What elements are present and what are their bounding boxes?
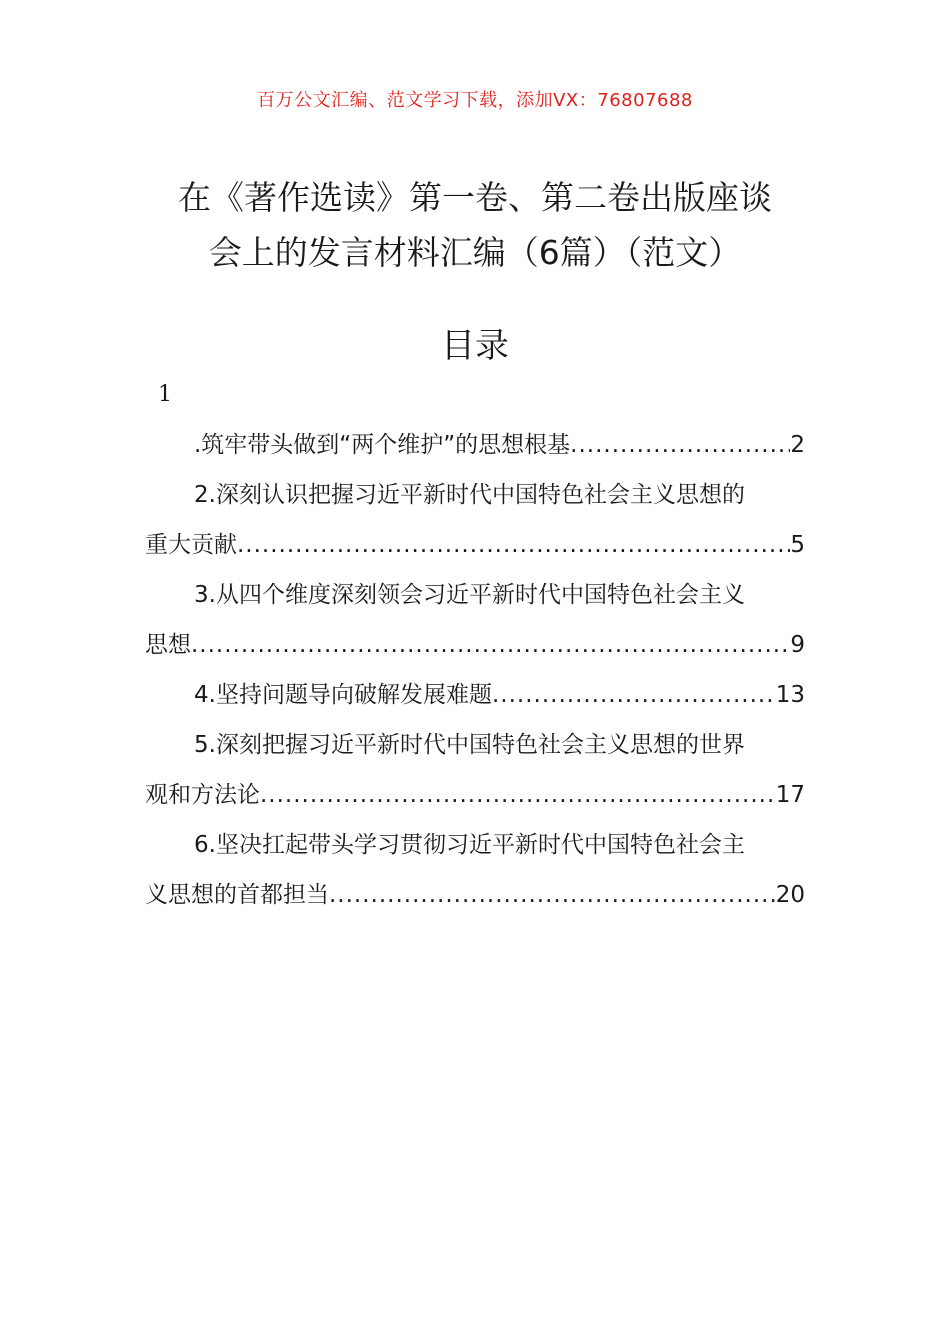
toc-entry-1-title: .筑牢带头做到“两个维护”的思想根基	[194, 432, 571, 458]
document-title-line-1: 在《著作选读》第一卷、第二卷出版座谈	[178, 178, 772, 217]
toc-entry-6[interactable]	[145, 820, 805, 920]
toc-entry-6-page: 20	[775, 882, 805, 908]
toc-entry-6-line-1: 6.坚决扛起带头学习贯彻习近平新时代中国特色社会主	[194, 832, 745, 858]
toc-entry-2-title-end: 重大贡献	[145, 532, 237, 558]
toc-leader-dots	[492, 670, 776, 720]
toc-entry-3-line-1: 3.从四个维度深刻领会习近平新时代中国特色社会主义	[194, 582, 745, 608]
toc-leader-dots	[237, 520, 790, 570]
toc-leader-dots	[260, 770, 776, 820]
toc-entry-2-page: 5	[790, 532, 805, 558]
toc-entry-2[interactable]	[145, 470, 805, 570]
toc-leader-dots	[329, 870, 776, 920]
toc-heading: 目录	[441, 326, 509, 366]
toc-entry-5-line-1: 5.深刻把握习近平新时代中国特色社会主义思想的世界	[194, 732, 745, 758]
toc-entry-6-title-end: 义思想的首都担当	[145, 882, 329, 908]
document-title	[140, 170, 810, 280]
promo-banner: 百万公文汇编、范文学习下载，添加VX：76807688	[257, 90, 693, 111]
toc-entry-5[interactable]	[145, 720, 805, 820]
toc-entry-1[interactable]	[145, 420, 805, 470]
toc-entry-4-page: 13	[775, 682, 805, 708]
toc-entry-2-line-1: 2.深刻认识把握习近平新时代中国特色社会主义思想的	[194, 482, 745, 508]
toc-entry-3-page: 9	[790, 632, 805, 658]
toc-list-marker: 1	[158, 382, 172, 407]
toc-leader-dots	[191, 620, 790, 670]
toc-entry-4-title: 4.坚持问题导向破解发展难题	[194, 682, 492, 708]
table-of-contents	[145, 420, 805, 920]
toc-entry-4[interactable]	[145, 670, 805, 720]
toc-entry-5-title-end: 观和方法论	[145, 782, 260, 808]
document-title-line-2: 会上的发言材料汇编（6篇）（范文）	[208, 233, 742, 272]
toc-entry-3-title-end: 思想	[145, 632, 191, 658]
toc-leader-dots	[570, 420, 790, 470]
toc-entry-5-page: 17	[775, 782, 805, 808]
toc-entry-3[interactable]	[145, 570, 805, 670]
toc-entry-1-page: 2	[790, 432, 805, 458]
